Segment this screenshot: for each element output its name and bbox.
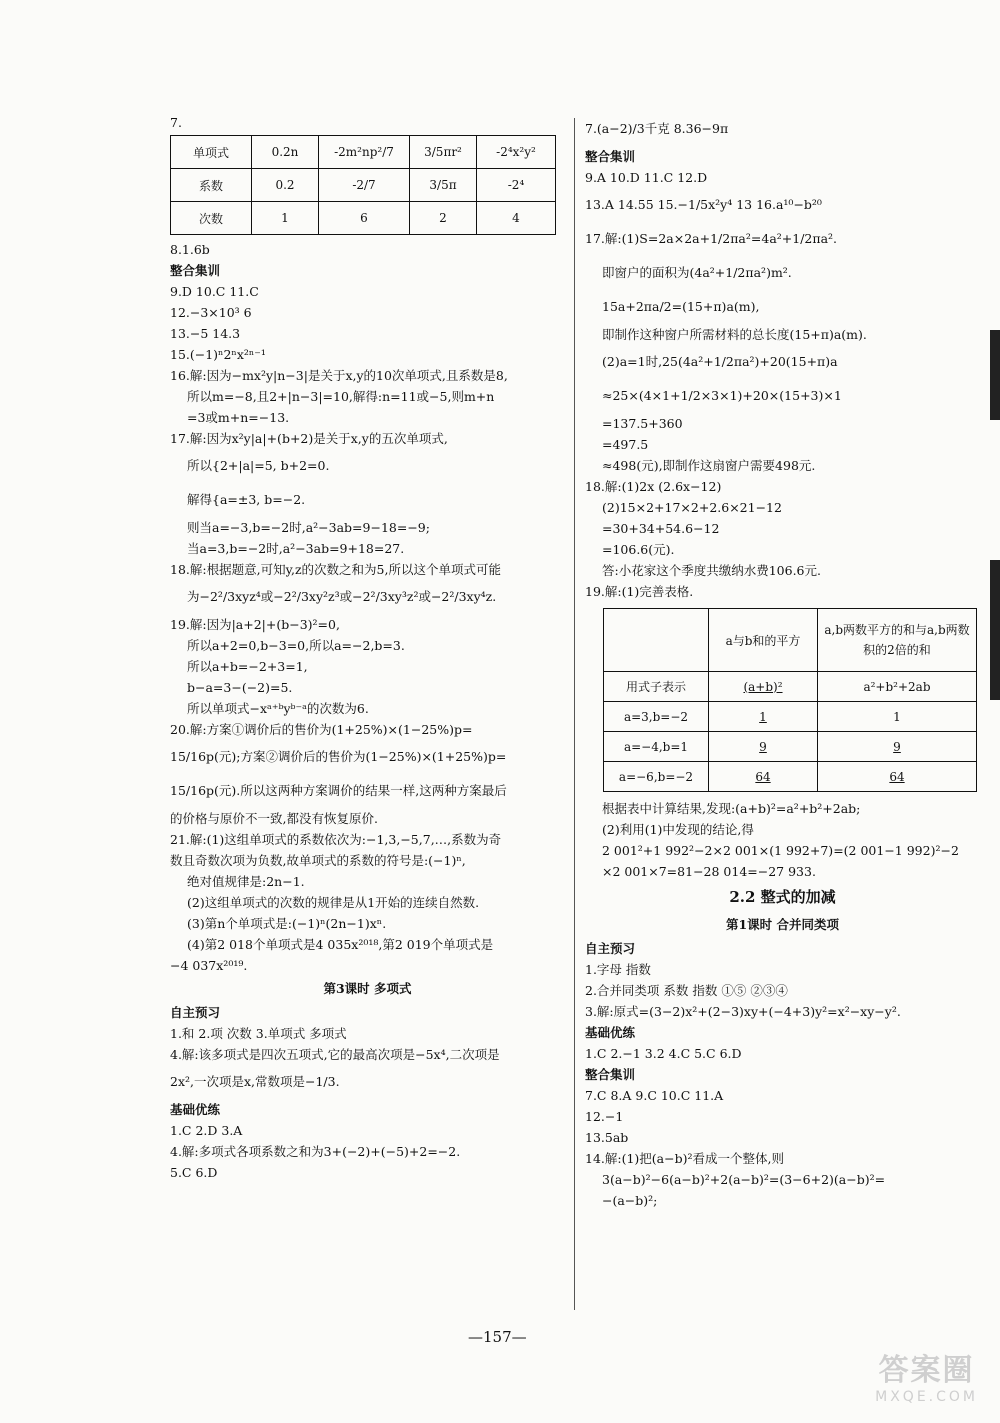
section-heading: 自主预习 [585,941,636,956]
table-cell: 4 [477,202,556,235]
text-line: =30+34+54.6−12 [602,521,720,536]
text-line: (2)利用(1)中发现的结论,得 [602,822,754,837]
text-line: 20.解:方案①调价后的售价为(1+25%)×(1−25%)p= [170,722,473,737]
lesson-title: 第3课时 多项式 [323,981,412,996]
text-line: 21.解:(1)这组单项式的系数依次为:−1,3,−5,7,…,系数为奇 [170,832,502,847]
text-line: =137.5+360 [602,416,683,431]
text-line: ≈25×(4×1+1/2×3×1)+20×(15+3)×1 [602,388,842,403]
text-line: 所以单项式−xᵃ⁺ᵇyᵇ⁻ᵃ的次数为6. [187,701,369,716]
text-line: (4)第2 018个单项式是4 035x²⁰¹⁸,第2 019个单项式是 [187,937,494,952]
text-line: 15a+2πa/2=(15+π)a(m), [602,299,760,314]
text-line: 7.(a−2)/3千克 8.36−9π [585,121,729,136]
text-line: 18.解:(1)2x (2.6x−12) [585,479,722,494]
chapter-title: 2.2 整式的加减 [729,888,836,906]
table-cell: a=3,b=−2 [604,702,709,732]
table-cell: 2 [410,202,477,235]
text-line: 15/16p(元);方案②调价后的售价为(1−25%)×(1+25%)p= [170,749,507,764]
text-line: (2)a=1时,25(4a²+1/2πa²)+20(15+π)a [602,354,838,369]
text-line: 数且奇数次项为负数,故单项式的系数的符号是:(−1)ⁿ, [170,853,466,868]
table-row [604,702,977,732]
text-line: 2.合并同类项 系数 指数 ①⑤ ②③④ [585,983,788,998]
table-cell: -2/7 [319,169,410,202]
left-column [170,112,565,1183]
text-line: 当a=3,b=−2时,a²−3ab=9+18=27. [187,541,405,556]
table-cell: a,b两数平方的和与a,b两数积的2倍的和 [818,609,977,672]
table-cell: a=−4,b=1 [604,732,709,762]
text-line: 3(a−b)²−6(a−b)²+2(a−b)²=(3−6+2)(a−b)²= [602,1172,886,1187]
text-line: 8.1.6b [170,242,210,257]
table-cell: 用式子表示 [604,672,709,702]
text-line: 2x²,一次项是x,常数项是−1/3. [170,1074,340,1089]
section-heading: 基础优练 [170,1102,221,1117]
text-line: =3或m+n=−13. [187,410,290,425]
table-cell: a与b和的平方 [709,609,818,672]
table-row [171,136,556,169]
square-table [603,608,977,792]
text-line: 所以a+b=−2+3=1, [187,659,308,674]
section-heading: 自主预习 [170,1005,221,1020]
scan-edge-mark [990,330,1000,420]
table-cell: -2m²np²/7 [319,136,410,169]
text-line: 解得{a=±3, b=−2. [187,492,306,507]
right-column [585,112,980,1211]
lesson-title: 第1课时 合并同类项 [725,917,840,932]
table-cell: a²+b²+2ab [818,672,977,702]
table-cell: -2⁴x²y² [477,136,556,169]
text-line: 1.C 2.D 3.A [170,1123,243,1138]
text-line: 绝对值规律是:2n−1. [187,874,305,889]
table-row [604,762,977,792]
text-line: −(a−b)²; [602,1193,658,1208]
table-cell: 系数 [171,169,252,202]
text-line: 13.−5 14.3 [170,326,241,341]
text-line: 18.解:根据题意,可知y,z的次数之和为5,所以这个单项式可能 [170,562,501,577]
table-row [604,609,977,672]
text-line: 4.解:多项式各项系数之和为3+(−2)+(−5)+2=−2. [170,1144,461,1159]
text-line: 的价格与原价不一致,都没有恢复原价. [170,811,378,826]
table-row [171,202,556,235]
text-line: 7.C 8.A 9.C 10.C 11.A [585,1088,724,1103]
text-line: 13.5ab [585,1130,629,1145]
table-cell: 0.2 [252,169,319,202]
text-line: 根据表中计算结果,发现:(a+b)²=a²+b²+2ab; [602,801,861,816]
text-line: (2)15×2+17×2+2.6×21−12 [602,500,782,515]
scan-edge-mark [990,560,1000,700]
table-cell: 64 [709,762,818,792]
watermark [875,1345,978,1405]
text-line: 17.解:因为x²y|a|+(b+2)是关于x,y的五次单项式, [170,431,448,446]
table-cell: (a+b)² [709,672,818,702]
text-line: 15.(−1)ⁿ2ⁿx²ⁿ⁻¹ [170,347,266,362]
text-line: 19.解:(1)完善表格. [585,584,694,599]
table-cell: -2⁴ [477,169,556,202]
text-line: 答:小花家这个季度共缴纳水费106.6元. [602,563,821,578]
text-line: (2)这组单项式的次数的规律是从1开始的连续自然数. [187,895,480,910]
table-cell: 3/5π [410,169,477,202]
watermark-logo: 答案圈 [878,1353,975,1388]
table-row [171,169,556,202]
text-line: (3)第n个单项式是:(−1)ⁿ(2n−1)xⁿ. [187,916,387,931]
text-line: 所以a+2=0,b−3=0,所以a=−2,b=3. [187,638,405,653]
text-line: −4 037x²⁰¹⁹. [170,958,248,973]
text-line: 即制作这种窗户所需材料的总长度(15+π)a(m). [602,327,867,342]
text-line: =106.6(元). [602,542,675,557]
text-line: 15/16p(元).所以这两种方案调价的结果一样,这两种方案最后 [170,783,507,798]
text-line: 即窗户的面积为(4a²+1/2πa²)m². [602,265,792,280]
table-cell: 次数 [171,202,252,235]
text-line: =497.5 [602,437,649,452]
text-line: 12.−3×10³ 6 [170,305,252,320]
text-line: 12.−1 [585,1109,624,1124]
text-line: ×2 001×7=81−28 014=−27 933. [602,864,816,879]
page-number: —157— [468,1328,527,1346]
table-cell: 0.2n [252,136,319,169]
text-line: 所以{2+|a|=5, b+2=0. [187,458,330,473]
text-line: 17.解:(1)S=2a×2a+1/2πa²=4a²+1/2πa². [585,231,838,246]
text-line: 1.字母 指数 [585,962,651,977]
table-cell: 1 [252,202,319,235]
section-heading: 整合集训 [585,1067,636,1082]
text-line: 则当a=−3,b=−2时,a²−3ab=9−18=−9; [187,520,430,535]
table-cell: 64 [818,762,977,792]
text-line: 2 001²+1 992²−2×2 001×(1 992+7)=(2 001−1 992)²−2 [602,843,959,858]
table-cell: 1 [818,702,977,732]
text-line: 9.A 10.D 11.C 12.D [585,170,708,185]
text-line: 1.和 2.项 次数 3.单项式 多项式 [170,1026,347,1041]
text-line: 19.解:因为|a+2|+(b−3)²=0, [170,617,340,632]
table-cell: 单项式 [171,136,252,169]
watermark-url: MXQE.COM [875,1389,978,1405]
text-line: ≈498(元),即制作这扇窗户需要498元. [602,458,816,473]
table-row [604,672,977,702]
table-cell [604,609,709,672]
section-heading: 整合集训 [170,263,221,278]
q7-label: 7. [170,115,182,130]
table-cell: 9 [818,732,977,762]
table-cell: a=−6,b=−2 [604,762,709,792]
section-heading: 基础优练 [585,1025,636,1040]
text-line: b−a=3−(−2)=5. [187,680,293,695]
text-line: 16.解:因为−mx²y|n−3|是关于x,y的10次单项式,且系数是8, [170,368,508,383]
text-line: 14.解:(1)把(a−b)²看成一个整体,则 [585,1151,784,1166]
section-heading: 整合集训 [585,149,636,164]
text-line: 所以m=−8,且2+|n−3|=10,解得:n=11或−5,则m+n [187,389,495,404]
text-line: 为−2²/3xyz⁴或−2²/3xy²z³或−2²/3xy³z²或−2²/3xy⁴z. [187,589,497,604]
text-line: 1.C 2.−1 3.2 4.C 5.C 6.D [585,1046,742,1061]
text-line: 9.D 10.C 11.C [170,284,259,299]
column-divider [574,118,575,1310]
text-line: 5.C 6.D [170,1165,218,1180]
table-row [604,732,977,762]
table-cell: 1 [709,702,818,732]
text-line: 13.A 14.55 15.−1/5x²y⁴ 13 16.a¹⁰−b²⁰ [585,197,822,212]
monomial-table [170,135,556,235]
table-cell: 6 [319,202,410,235]
text-line: 3.解:原式=(3−2)x²+(2−3)xy+(−4+3)y²=x²−xy−y². [585,1004,901,1019]
table-cell: 9 [709,732,818,762]
table-cell: 3/5πr² [410,136,477,169]
text-line: 4.解:该多项式是四次五项式,它的最高次项是−5x⁴,二次项是 [170,1047,500,1062]
